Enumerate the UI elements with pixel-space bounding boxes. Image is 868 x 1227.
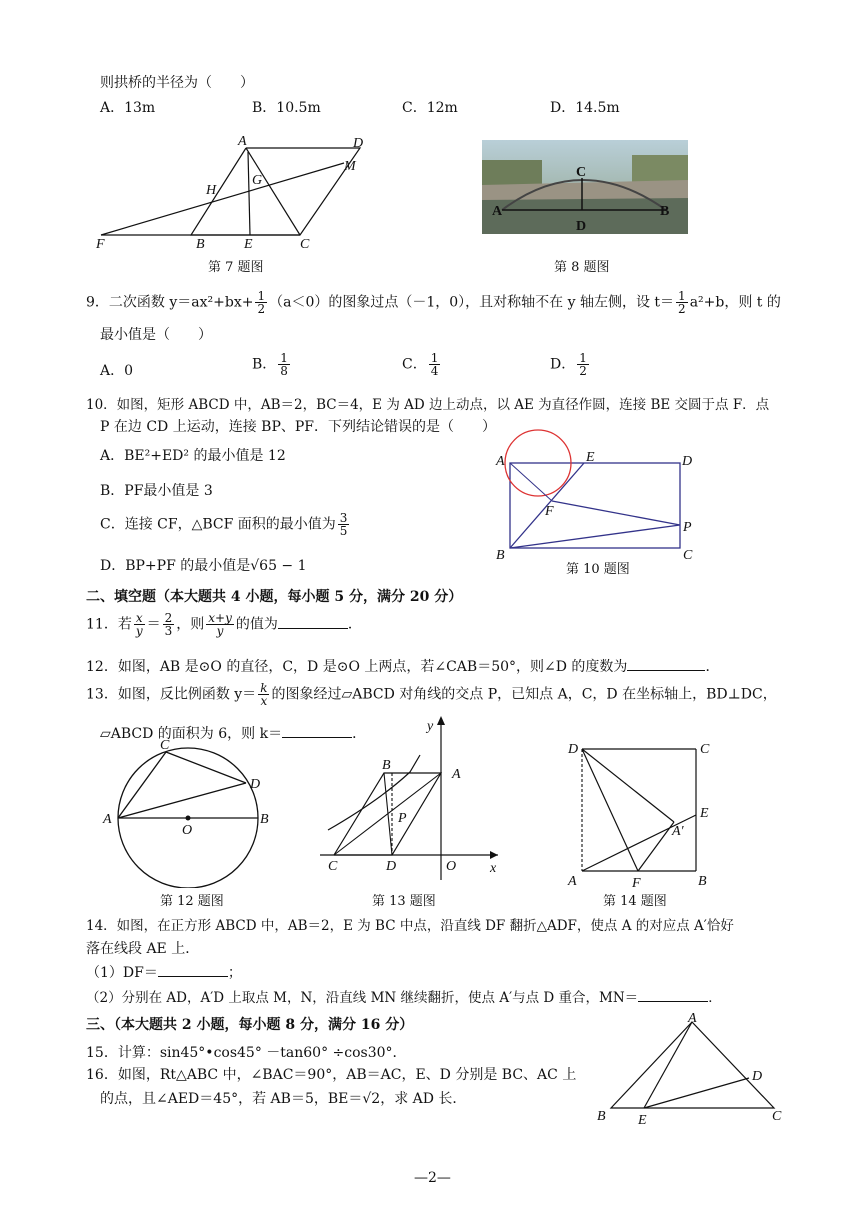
q16-line2: 的点，且∠AED＝45°，若 AB＝5，BE＝√2，求 AD 长．: [100, 1091, 467, 1107]
fig8-caption: 第 8 题图: [554, 260, 610, 275]
fig14-label-f: F: [632, 876, 641, 890]
fig7-label-e: E: [244, 237, 253, 250]
q14-line1: 14．如图，在正方形 ABCD 中，AB＝2，E 为 BC 中点，沿直线 DF 翻折△ADF，使点 A 的对应点 A′恰好: [86, 918, 734, 934]
fig13-label-a: A: [452, 767, 461, 782]
fig13-label-p: P: [398, 811, 407, 826]
fig13-label-o: O: [446, 859, 457, 874]
q13-line1: 13．如图，反比例函数 y＝ $\frac{k}{x}$ 的图象经过▱ABCD 对角线的交点 P，已知点 A，C，D 在坐标轴上，BD⊥DC，: [86, 681, 777, 708]
fig7-label-b: B: [196, 237, 205, 250]
figure-10: [490, 425, 710, 565]
fig16-label-d: D: [752, 1069, 763, 1084]
fig13-label-y: y: [427, 719, 434, 734]
q10-option-b: B．PF最小值是 3: [100, 483, 213, 499]
page-number: —2—: [414, 1170, 451, 1186]
fig14-label-d: D: [568, 742, 579, 757]
fig8-label-a: A: [492, 204, 503, 219]
fig16-label-c: C: [772, 1109, 782, 1124]
q8-option-a: A．13m: [100, 100, 156, 116]
q14-sub1-blank[interactable]: [158, 962, 228, 977]
fig13-label-x: x: [490, 861, 497, 876]
q9-option-d: D． $\frac{1}{2}$: [550, 351, 587, 378]
q14-line2: 落在线段 AE 上．: [86, 941, 200, 957]
figure-14: [560, 735, 730, 890]
fig14-label-c: C: [700, 742, 710, 757]
fig16-label-b: B: [597, 1109, 606, 1124]
fig16-label-a: A: [688, 1012, 697, 1026]
q11-answer-blank[interactable]: [278, 614, 348, 629]
fig10-label-c: C: [683, 548, 693, 563]
section3-heading: 三、（本大题共 2 小题，每小题 8 分，满分 16 分）: [86, 1017, 414, 1033]
fig14-label-a-prime: A′: [672, 824, 684, 839]
q9-line1: 9．二次函数 y＝ax²+bx+ $\frac{1}{2}$ （a＜0）的图象过点（－1，0），且对称轴不在 y 轴左侧，设 t＝ $\frac{1}{2}$ a²+b，则 t 的: [86, 289, 781, 316]
fig8-label-c: C: [576, 165, 587, 180]
fig10-label-f: F: [545, 504, 554, 519]
q13-line2: ▱ABCD 的面积为 6，则 k＝ ．: [100, 723, 366, 743]
q10-option-c: C．连接 CF，△BCF 面积的最小值为 $\frac{3}{5}$: [100, 511, 348, 538]
fig8-label-b: B: [660, 204, 670, 219]
fig12-label-c: C: [160, 738, 170, 753]
fig12-label-b: B: [260, 812, 269, 827]
fig12-label-o: O: [182, 823, 193, 838]
fig13-label-c: C: [328, 859, 338, 874]
figure-12: [100, 738, 280, 888]
fig7-label-c: C: [300, 237, 310, 250]
q10-option-d: D．BP+PF 的最小值是√65 − 1: [100, 558, 307, 574]
fig10-caption: 第 10 题图: [566, 562, 630, 577]
q10-line2: P 在边 CD 上运动，连接 BP、PF．下列结论错误的是（ ）: [100, 419, 496, 435]
q16-line1: 16．如图，Rt△ABC 中，∠BAC＝90°，AB＝AC，E、D 分别是 BC、AC 上: [86, 1067, 577, 1083]
fig13-caption: 第 13 题图: [372, 894, 436, 909]
q9-line2: 最小值是（ ）: [100, 327, 212, 343]
fig7-label-m: M: [344, 159, 356, 174]
fig12-label-a: A: [103, 812, 112, 827]
fig7-label-h: H: [206, 183, 217, 198]
q9-option-c: C． $\frac{1}{4}$: [402, 351, 439, 378]
fig7-label-a: A: [238, 134, 247, 149]
figure-7: [88, 130, 378, 250]
fig16-label-e: E: [638, 1113, 647, 1127]
section2-heading: 二、填空题（本大题共 4 小题，每小题 5 分，满分 20 分）: [86, 589, 463, 605]
fig14-label-b: B: [698, 874, 707, 889]
q8-tail: 则拱桥的半径为（ ）: [100, 75, 254, 91]
fig12-label-d: D: [250, 777, 261, 792]
figure-13: [320, 710, 505, 885]
figure-8: [482, 140, 688, 234]
fig13-label-b: B: [382, 758, 391, 773]
fig10-label-d: D: [682, 454, 693, 469]
fig14-label-e: E: [700, 806, 709, 821]
q10-option-a: A．BE²+ED² 的最小值是 12: [100, 448, 286, 464]
fig10-label-e: E: [586, 450, 595, 465]
q14-sub1: （1）DF＝ ；: [86, 962, 242, 982]
q12: 12．如图，AB 是⊙O 的直径，C，D 是⊙O 上两点，若∠CAB＝50°，则∠D 的度数为 ．: [86, 656, 719, 676]
fig14-caption: 第 14 题图: [603, 894, 667, 909]
q9-option-b: B． $\frac{1}{8}$: [252, 351, 288, 378]
fig10-label-a: A: [496, 454, 505, 469]
q8-option-c: C．12m: [402, 100, 458, 116]
q8-option-b: B．10.5m: [252, 100, 321, 116]
q9-option-a: A．0: [100, 363, 134, 379]
fig7-label-d: D: [353, 136, 364, 151]
fig7-label-f: F: [96, 237, 105, 250]
q11: 11．若 $\frac{x}{y}$ ＝ $\frac{2}{3}$ ，则 $\frac{x+y}{y}$ 的值为 ．: [86, 611, 362, 638]
q14-sub2: （2）分别在 AD，A′D 上取点 M，N，沿直线 MN 继续翻折，使点 A′与点 D 重合，MN＝ ．: [86, 986, 722, 1006]
q14-sub2-blank[interactable]: [638, 987, 708, 1002]
q12-answer-blank[interactable]: [627, 656, 705, 671]
q15: 15．计算：sin45°•cos45° －tan60° ÷cos30°．: [86, 1045, 407, 1061]
fig10-label-b: B: [496, 548, 505, 563]
q8-option-d: D．14.5m: [550, 100, 620, 116]
fig7-label-g: G: [252, 173, 263, 188]
fig12-caption: 第 12 题图: [160, 894, 224, 909]
q10-line1: 10．如图，矩形 ABCD 中，AB＝2，BC＝4，E 为 AD 边上动点，以 AE 为直径作圆，连接 BE 交圆于点 F．点: [86, 397, 770, 413]
fig8-label-d: D: [576, 219, 587, 234]
fig7-caption: 第 7 题图: [208, 260, 264, 275]
figure-16: [594, 1012, 794, 1127]
fig13-label-d: D: [386, 859, 397, 874]
fig10-label-p: P: [683, 520, 692, 535]
fig14-label-a: A: [568, 874, 577, 889]
